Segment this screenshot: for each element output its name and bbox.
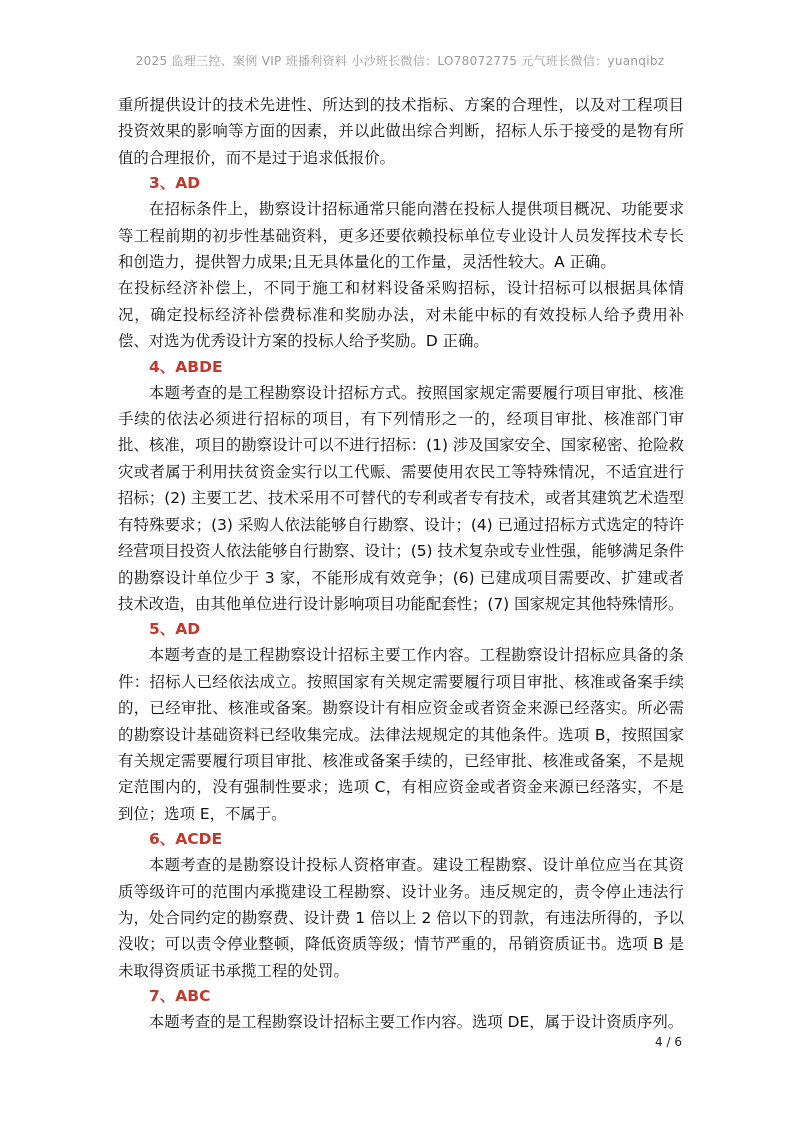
- page-header: 2025 监理三控、案例 VIP 班播利资料 小沙班长微信：LO78072775 元气班长微信：yuanqibz: [135, 54, 665, 68]
- paragraph: 重所提供设计的技术先进性、所达到的技术指标、方案的合理性，以及对工程项目投资效果的影响等方面的因素，并以此做出综合判断，招标人乐于接受的是物有所值的合理报价，而不是过于追求低报价。: [118, 96, 684, 167]
- answer-heading: 4、ABDE: [149, 357, 223, 376]
- section-continuation: [118, 92, 684, 171]
- section-q5: [118, 617, 684, 827]
- paragraph: 在投标经济补偿上，不同于施工和材料设备采购招标，设计招标可以根据具体情况，确定投标经济补偿费标准和奖励办法，对未能中标的有效投标人给予费用补偿、对选为优秀设计方案的投标人给予奖励。D 正确。: [118, 279, 684, 351]
- document-body: [118, 92, 684, 1036]
- paragraph: 本题考查的是工程勘察设计招标主要工作内容。选项 DE，属于设计资质序列。: [148, 1013, 684, 1032]
- section-q6: [118, 827, 684, 984]
- section-q7: [118, 984, 684, 1035]
- section-q4: [118, 355, 684, 618]
- answer-heading: 7、ABC: [149, 987, 211, 1006]
- paragraph: 本题考查的是工程勘察设计招标方式。按照国家规定需要履行项目审批、核准手续的依法必须进行招标的项目，有下列情形之一的，经项目审批、核准部门审批、核准，项目的勘察设计可以不进行招标：(1) 涉及国家安全、国家秘密、抢险救灾或者属于利用扶贫资金实行以工代赈、需要使用农民工等特殊情况，不适宜进行招标；(2) 主要工艺、技术采用不可替代的专利或者专有技术，或者其建筑艺术造型有特殊要求；(3) 采购人依法能够自行勘察、设计；(4) 已通过招标方式选定的特许经营项目投资人依法能够自行勘察、设计；(5) 技术复杂或专业性强，能够满足条件的勘察设计单位少于 3 家，不能形成有效竞争；(6) 已建成项目需要改、扩建或者技术改造，由其他单位进行设计影响项目功能配套性；(7) 国家规定其他特殊情形。: [118, 383, 684, 613]
- paragraph: 本题考查的是工程勘察设计招标主要工作内容。工程勘察设计招标应具备的条件：招标人已经依法成立。按照国家有关规定需要履行项目审批、核准或备案手续的，已经审批、核准或备案。勘察设计有相应资金或者资金来源已经落实。所必需的勘察设计基础资料已经收集完成。法律法规规定的其他条件。选项 B，按照国家有关规定需要履行项目审批、核准或备案手续的，已经审批、核准或备案，不是规定范围内的，没有强制性要求；选项 C，有相应资金或者资金来源已经落实，不是到位；选项 E，不属于。: [118, 646, 684, 823]
- paragraph: 在招标条件上，勘察设计招标通常只能向潜在投标人提供项目概况、功能要求等工程前期的初步性基础资料，更多还要依赖投标单位专业设计人员发挥技术专长和创造力，提供智力成果;且无具体量化的工作量，灵活性较大。A 正确。: [118, 200, 684, 272]
- answer-heading: 3、AD: [149, 174, 201, 193]
- section-q3: [118, 171, 684, 354]
- paragraph: 本题考查的是勘察设计投标人资格审查。建设工程勘察、设计单位应当在其资质等级许可的范围内承揽建设工程勘察、设计业务。违反规定的，责令停止违法行为，处合同约定的勘察费、设计费 1 倍以上 2 倍以下的罚款，有违法所得的，予以没收；可以责令停业整顿，降低资质等级；情节严重的，吊销资质证书。选项 B 是未取得资质证书承揽工程的处罚。: [118, 856, 684, 980]
- answer-heading: 5、AD: [149, 620, 201, 639]
- page-number: 4 / 6: [655, 1035, 682, 1049]
- answer-heading: 6、ACDE: [149, 830, 223, 849]
